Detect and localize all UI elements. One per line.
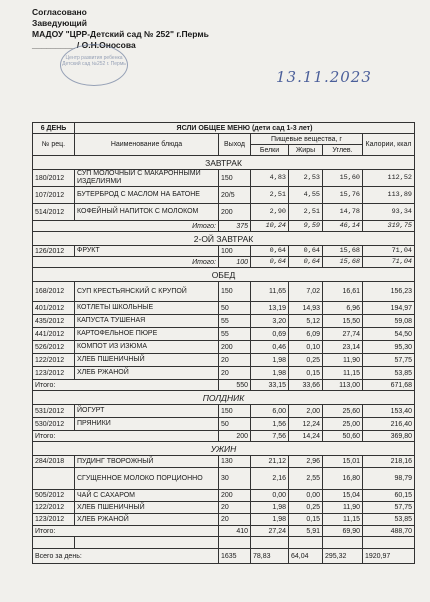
empty-cell (33, 537, 75, 549)
spacer-row (33, 537, 415, 549)
carbs: 15,04 (323, 490, 363, 502)
recipe-number: 284/2018 (33, 456, 75, 468)
portion: 100 (219, 246, 251, 257)
protein: 2,51 (251, 187, 289, 204)
recipe-number (33, 468, 75, 490)
calories: 98,79 (363, 468, 415, 490)
protein: 6,00 (251, 405, 289, 418)
calories: 53,85 (363, 514, 415, 526)
portion: 20/5 (219, 187, 251, 204)
dish-name: ХЛЕБ РЖАНОЙ (75, 367, 219, 380)
portion: 20 (219, 367, 251, 380)
calories: 71,04 (363, 246, 415, 257)
total-protein: 7,56 (251, 431, 289, 442)
calories: 60,15 (363, 490, 415, 502)
dish-name: СУП КРЕСТЬЯНСКИЙ С КРУПОЙ (75, 282, 219, 302)
protein: 0,46 (251, 341, 289, 354)
total-calories: 319,75 (363, 221, 415, 232)
portion: 50 (219, 302, 251, 315)
day-total-portion: 1635 (219, 549, 251, 564)
approval-line-2: Заведующий (32, 18, 88, 28)
portion: 30 (219, 468, 251, 490)
menu-row (33, 405, 415, 418)
menu-row (33, 514, 415, 526)
empty-cell (323, 537, 363, 549)
dish-name: ХЛЕБ ПШЕНИЧНЫЙ (75, 354, 219, 367)
calories: 216,40 (363, 418, 415, 431)
fat: 0,25 (289, 354, 323, 367)
dish-name: ПУДИНГ ТВОРОЖНЫЙ (75, 456, 219, 468)
carbs: 15,76 (323, 187, 363, 204)
col-recipe: № рец. (33, 134, 75, 156)
protein: 21,12 (251, 456, 289, 468)
fat: 0,10 (289, 341, 323, 354)
protein: 1,56 (251, 418, 289, 431)
carbs: 25,60 (323, 405, 363, 418)
section-header-dinner (33, 442, 415, 456)
carbs: 27,74 (323, 328, 363, 341)
total-label: Итого: (33, 526, 219, 537)
portion: 200 (219, 204, 251, 221)
total-carbs: 46,14 (323, 221, 363, 232)
total-carbs: 15,68 (323, 257, 363, 268)
total-portion: 550 (219, 380, 251, 391)
dish-name: ХЛЕБ РЖАНОЙ (75, 514, 219, 526)
calories: 54,50 (363, 328, 415, 341)
recipe-number: 526/2012 (33, 341, 75, 354)
recipe-number: 168/2012 (33, 282, 75, 302)
total-fat: 5,91 (289, 526, 323, 537)
total-label: Итого: (33, 221, 219, 232)
portion: 130 (219, 456, 251, 468)
menu-row (33, 367, 415, 380)
total-label: Итого: (33, 257, 219, 268)
protein: 2,90 (251, 204, 289, 221)
menu-body (33, 156, 415, 564)
menu-row (33, 456, 415, 468)
carbs: 11,15 (323, 514, 363, 526)
calories: 153,40 (363, 405, 415, 418)
dish-name: КОФЕЙНЫЙ НАПИТОК С МОЛОКОМ (75, 204, 219, 221)
official-stamp (60, 44, 128, 86)
calories: 95,30 (363, 341, 415, 354)
carbs: 11,15 (323, 367, 363, 380)
section-title: УЖИН (33, 442, 415, 456)
recipe-number: 514/2012 (33, 204, 75, 221)
approval-line-1: Согласовано (32, 7, 87, 17)
menu-row (33, 328, 415, 341)
total-fat: 33,66 (289, 380, 323, 391)
recipe-number: 122/2012 (33, 354, 75, 367)
dish-name: ПРЯНИКИ (75, 418, 219, 431)
recipe-number: 180/2012 (33, 170, 75, 187)
total-fat: 0,64 (289, 257, 323, 268)
total-calories: 488,70 (363, 526, 415, 537)
carbs: 23,14 (323, 341, 363, 354)
col-protein: Белки (251, 145, 289, 156)
carbs: 15,50 (323, 315, 363, 328)
carbs: 11,90 (323, 502, 363, 514)
calories: 53,85 (363, 367, 415, 380)
portion: 55 (219, 328, 251, 341)
empty-cell (219, 537, 251, 549)
section-total-row (33, 526, 415, 537)
day-total-row (33, 549, 415, 564)
portion: 150 (219, 170, 251, 187)
day-label: 6 ДЕНЬ (33, 123, 75, 134)
menu-row (33, 490, 415, 502)
fat: 2,53 (289, 170, 323, 187)
menu-row (33, 418, 415, 431)
menu-row (33, 341, 415, 354)
recipe-number: 441/2012 (33, 328, 75, 341)
dish-name: ЙОГУРТ (75, 405, 219, 418)
approval-line-4: _________ / О.Н.Оносова (32, 40, 136, 50)
protein: 0,69 (251, 328, 289, 341)
section-header-breakfast2 (33, 232, 415, 246)
carbs: 15,60 (323, 170, 363, 187)
fat: 0,00 (289, 490, 323, 502)
section-title: ОБЕД (33, 268, 415, 282)
handwritten-date: 13.11.2023 (276, 68, 372, 86)
protein: 3,20 (251, 315, 289, 328)
total-carbs: 69,90 (323, 526, 363, 537)
portion: 200 (219, 490, 251, 502)
total-fat: 14,24 (289, 431, 323, 442)
protein: 0,64 (251, 246, 289, 257)
menu-title: ЯСЛИ ОБЩЕЕ МЕНЮ (дети сад 1-3 лет) (75, 123, 415, 134)
protein: 1,98 (251, 367, 289, 380)
fat: 2,00 (289, 405, 323, 418)
menu-row (33, 315, 415, 328)
fat: 0,64 (289, 246, 323, 257)
menu-row (33, 468, 415, 490)
dish-name: КОТЛЕТЫ ШКОЛЬНЫЕ (75, 302, 219, 315)
dish-name: КАПУСТА ТУШЕНАЯ (75, 315, 219, 328)
portion: 20 (219, 514, 251, 526)
dish-name: ЧАЙ С САХАРОМ (75, 490, 219, 502)
dish-name: КОМПОТ ИЗ ИЗЮМА (75, 341, 219, 354)
calories: 57,75 (363, 354, 415, 367)
menu-row (33, 502, 415, 514)
fat: 4,55 (289, 187, 323, 204)
approval-block (32, 7, 209, 51)
total-protein: 33,15 (251, 380, 289, 391)
protein: 11,65 (251, 282, 289, 302)
portion: 50 (219, 418, 251, 431)
portion: 20 (219, 502, 251, 514)
section-total-row (33, 221, 415, 232)
day-total-protein: 78,83 (251, 549, 289, 564)
empty-cell (289, 537, 323, 549)
protein: 1,98 (251, 354, 289, 367)
empty-cell (75, 537, 219, 549)
protein: 4,83 (251, 170, 289, 187)
day-total-fat: 64,04 (289, 549, 323, 564)
col-portion: Выход (219, 134, 251, 156)
section-total-row (33, 257, 415, 268)
section-total-row (33, 380, 415, 391)
total-calories: 671,68 (363, 380, 415, 391)
total-protein: 27,24 (251, 526, 289, 537)
protein: 13,19 (251, 302, 289, 315)
menu-row (33, 354, 415, 367)
fat: 2,51 (289, 204, 323, 221)
dish-name: КАРТОФЕЛЬНОЕ ПЮРЕ (75, 328, 219, 341)
dish-name: ХЛЕБ ПШЕНИЧНЫЙ (75, 502, 219, 514)
protein: 0,00 (251, 490, 289, 502)
fat: 7,02 (289, 282, 323, 302)
protein: 1,98 (251, 514, 289, 526)
total-portion: 410 (219, 526, 251, 537)
total-portion: 100 (219, 257, 251, 268)
menu-table (32, 122, 415, 564)
calories: 218,16 (363, 456, 415, 468)
empty-cell (363, 537, 415, 549)
section-title: 2-ОЙ ЗАВТРАК (33, 232, 415, 246)
col-nutrients: Пищевые вещества, г (251, 134, 363, 145)
recipe-number: 126/2012 (33, 246, 75, 257)
recipe-number: 435/2012 (33, 315, 75, 328)
stamp-text: Центр развития ребенка Детский сад №252 г. Пермь (62, 55, 126, 67)
recipe-number: 401/2012 (33, 302, 75, 315)
fat: 2,55 (289, 468, 323, 490)
calories: 57,75 (363, 502, 415, 514)
calories: 194,97 (363, 302, 415, 315)
total-portion: 200 (219, 431, 251, 442)
col-calories: Калории, ккал (363, 134, 415, 156)
protein: 1,98 (251, 502, 289, 514)
day-total-calories: 1920,97 (363, 549, 415, 564)
dish-name: БУТЕРБРОД С МАСЛОМ НА БАТОНЕ (75, 187, 219, 204)
calories: 113,89 (363, 187, 415, 204)
total-label: Итого: (33, 380, 219, 391)
col-dish-name: Наименование блюда (75, 134, 219, 156)
fat: 0,15 (289, 367, 323, 380)
portion: 55 (219, 315, 251, 328)
total-portion: 375 (219, 221, 251, 232)
menu-row (33, 204, 415, 221)
menu-row (33, 246, 415, 257)
col-carbs: Углев. (323, 145, 363, 156)
dish-name: СУП МОЛОЧНЫЙ С МАКАРОННЫМИ ИЗДЕЛИЯМИ (75, 170, 219, 187)
recipe-number: 531/2012 (33, 405, 75, 418)
section-header-breakfast (33, 156, 415, 170)
day-total-carbs: 295,32 (323, 549, 363, 564)
menu-row (33, 302, 415, 315)
recipe-number: 123/2012 (33, 367, 75, 380)
fat: 2,96 (289, 456, 323, 468)
section-header-lunch (33, 268, 415, 282)
carbs: 25,00 (323, 418, 363, 431)
total-calories: 369,80 (363, 431, 415, 442)
section-total-row (33, 431, 415, 442)
calories: 112,52 (363, 170, 415, 187)
carbs: 15,01 (323, 456, 363, 468)
carbs: 11,90 (323, 354, 363, 367)
total-protein: 10,24 (251, 221, 289, 232)
recipe-number: 107/2012 (33, 187, 75, 204)
portion: 20 (219, 354, 251, 367)
recipe-number: 123/2012 (33, 514, 75, 526)
fat: 0,15 (289, 514, 323, 526)
dish-name: ФРУКТ (75, 246, 219, 257)
fat: 0,25 (289, 502, 323, 514)
menu-row (33, 187, 415, 204)
day-total-label: Всего за день: (33, 549, 219, 564)
carbs: 15,68 (323, 246, 363, 257)
section-title: ПОЛДНИК (33, 391, 415, 405)
recipe-number: 530/2012 (33, 418, 75, 431)
carbs: 6,96 (323, 302, 363, 315)
fat: 14,93 (289, 302, 323, 315)
carbs: 16,61 (323, 282, 363, 302)
fat: 6,09 (289, 328, 323, 341)
menu-row (33, 282, 415, 302)
fat: 5,12 (289, 315, 323, 328)
portion: 200 (219, 341, 251, 354)
calories: 93,34 (363, 204, 415, 221)
menu-row (33, 170, 415, 187)
recipe-number: 122/2012 (33, 502, 75, 514)
total-fat: 9,59 (289, 221, 323, 232)
fat: 12,24 (289, 418, 323, 431)
total-label: Итого: (33, 431, 219, 442)
protein: 2,16 (251, 468, 289, 490)
section-header-snack (33, 391, 415, 405)
carbs: 14,78 (323, 204, 363, 221)
carbs: 16,80 (323, 468, 363, 490)
dish-name: СГУЩЕННОЕ МОЛОКО ПОРЦИОННО (75, 468, 219, 490)
col-fat: Жиры (289, 145, 323, 156)
approval-line-3: МАДОУ "ЦРР-Детский сад № 252" г.Пермь (32, 29, 209, 39)
portion: 150 (219, 405, 251, 418)
calories: 59,08 (363, 315, 415, 328)
total-carbs: 50,60 (323, 431, 363, 442)
total-protein: 0,64 (251, 257, 289, 268)
portion: 150 (219, 282, 251, 302)
total-calories: 71,04 (363, 257, 415, 268)
empty-cell (251, 537, 289, 549)
section-title: ЗАВТРАК (33, 156, 415, 170)
recipe-number: 505/2012 (33, 490, 75, 502)
calories: 156,23 (363, 282, 415, 302)
total-carbs: 113,00 (323, 380, 363, 391)
